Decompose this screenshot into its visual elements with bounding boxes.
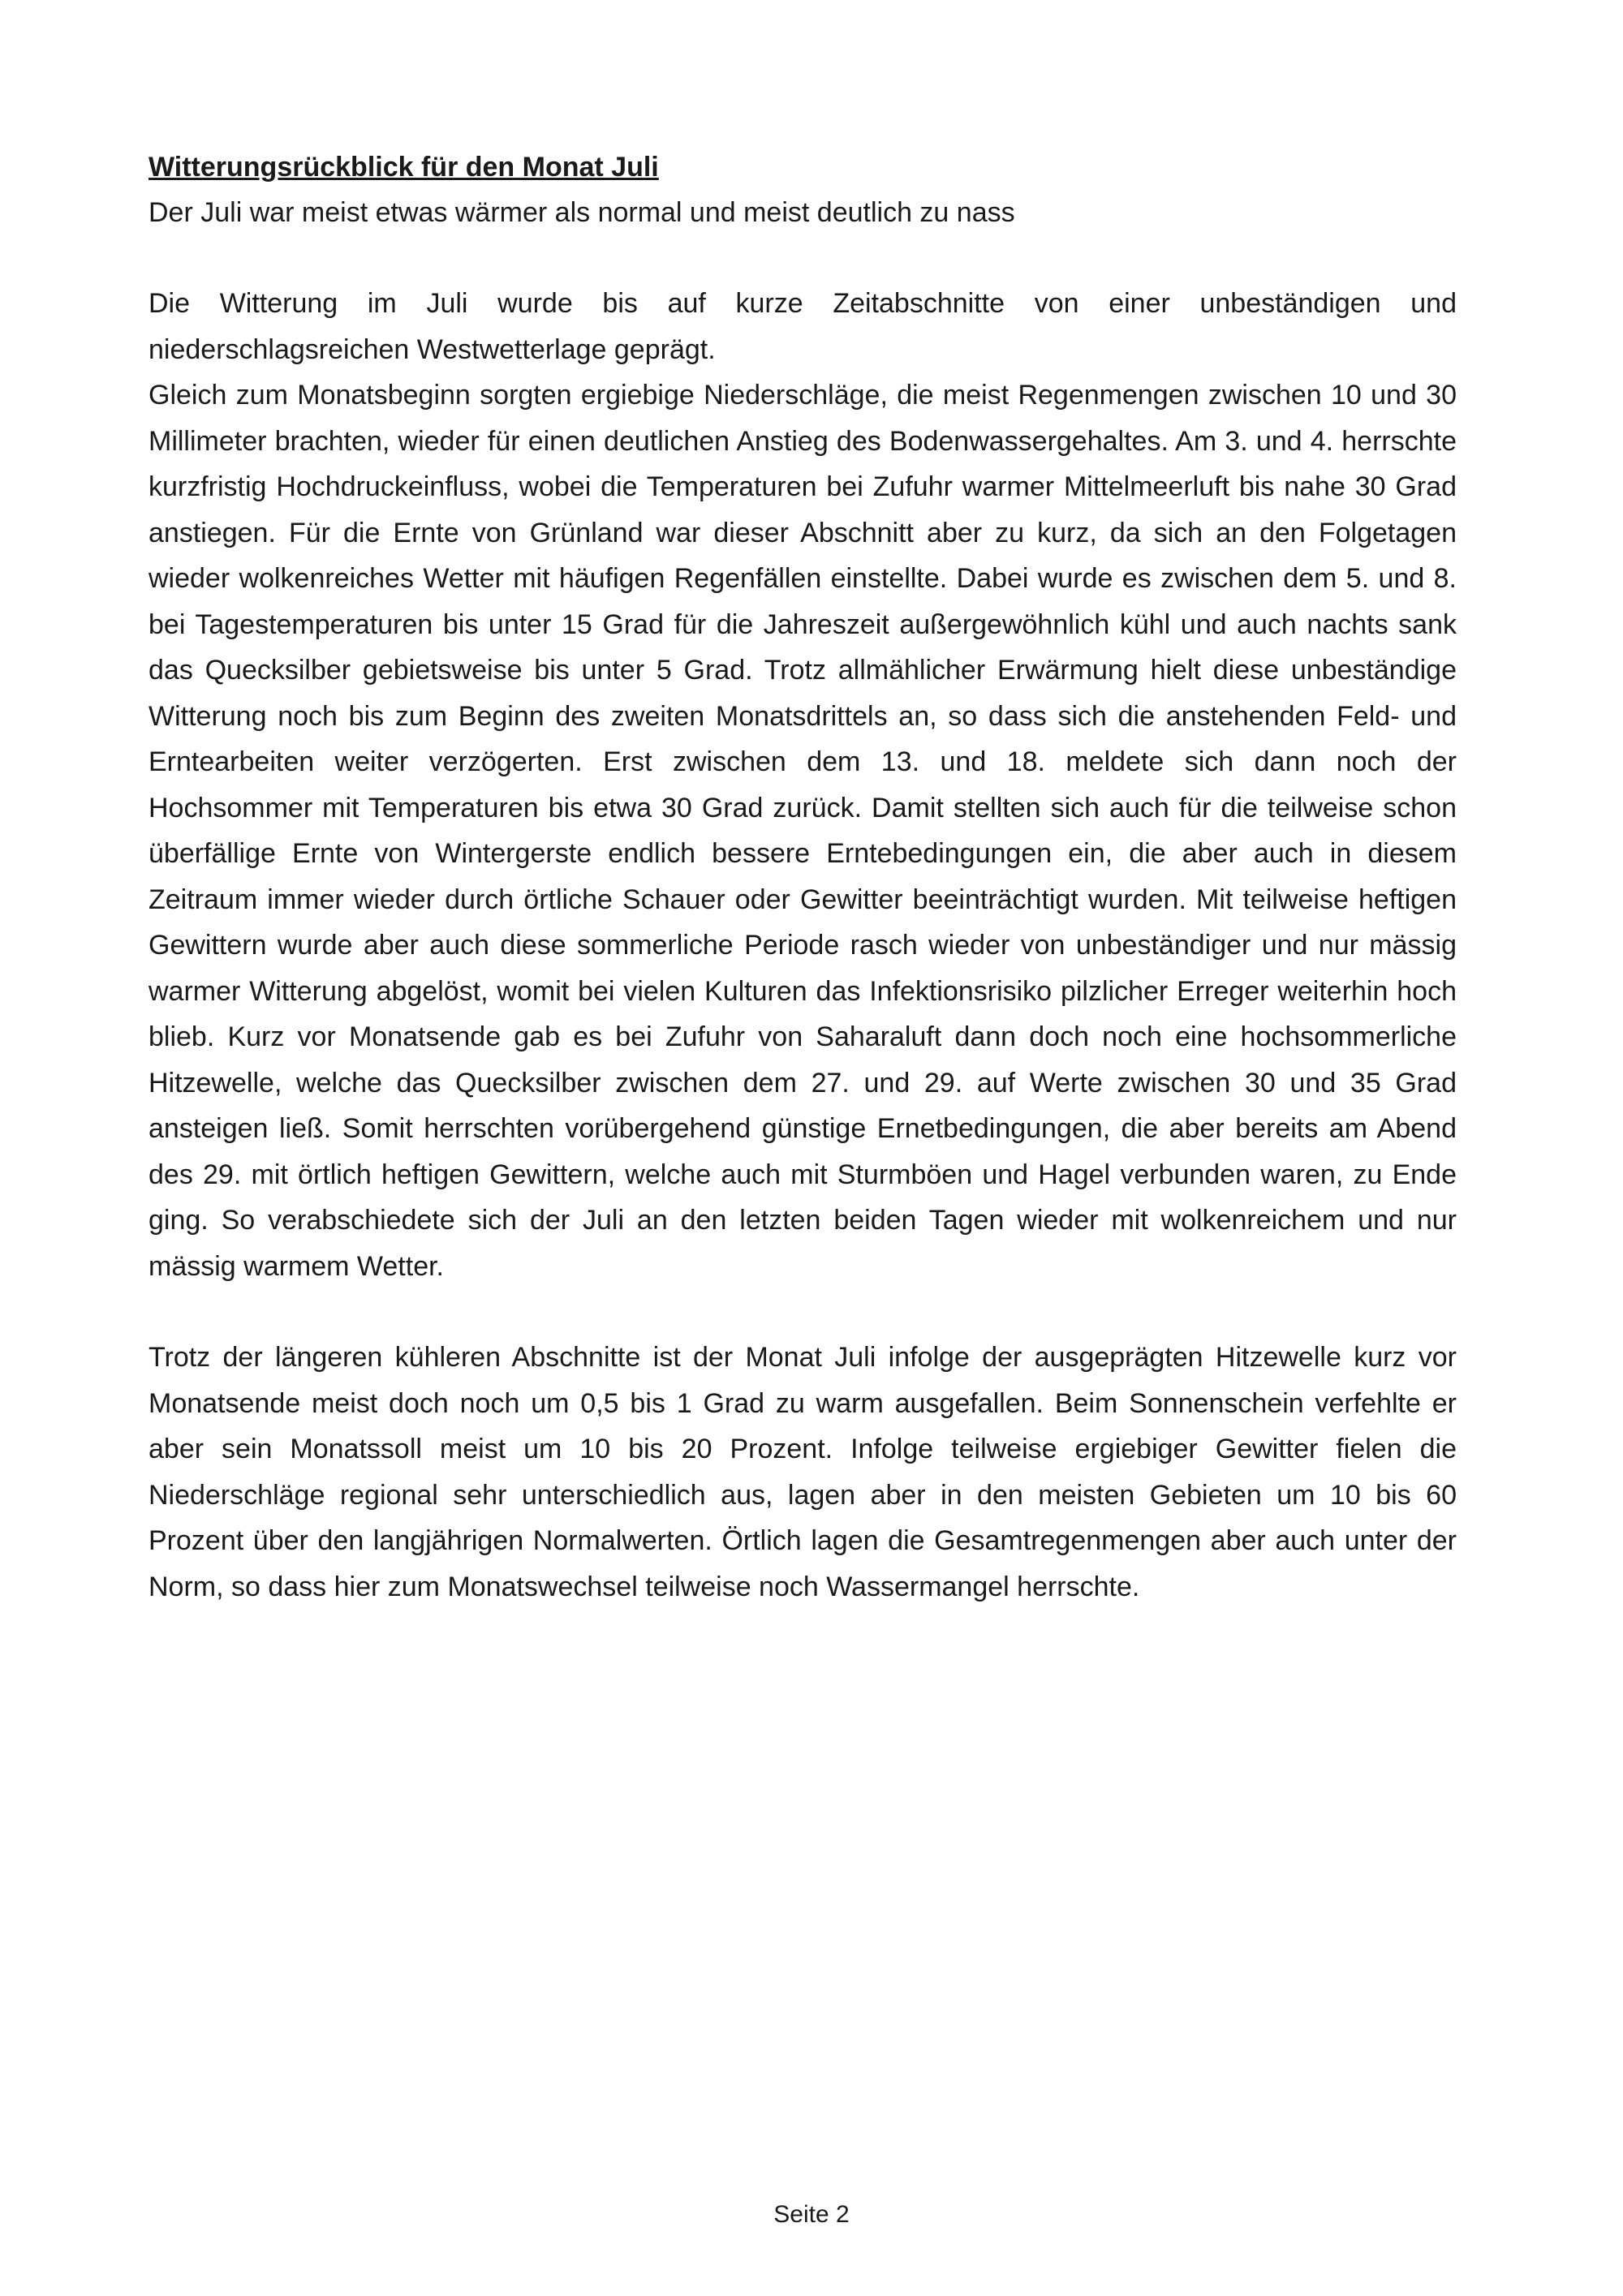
paragraph-main: Gleich zum Monatsbeginn sorgten ergiebige Niederschläge, die meist Regenmengen zwischen 10 und 30 Millimeter brachten, wieder für einen deutlichen Anstieg des Bodenwassergehaltes. Am 3. und 4. herrschte kurzfristig Hochdruckeinfluss, wobei die Temperaturen bei Zufuhr warmer Mittelmeerluft bis nahe 30 Grad anstiegen. Für die Ernte von Grünland war dieser Abschnitt aber zu kurz, da sich an den Folgetagen wieder wolkenreiches Wetter mit häufigen Regenfällen einstellte. Dabei wurde es zwischen dem 5. und 8. bei Tagestemperaturen bis unter 15 Grad für die Jahreszeit außergewöhnlich kühl und auch nachts sank das Quecksilber gebietsweise bis unter 5 Grad. Trotz allmählicher Erwärmung hielt diese unbeständige Witterung noch bis zum Beginn des zweiten Monatsdrittels an, so dass sich die anstehenden Feld- und Erntearbeiten weiter verzögerten. Erst zwischen dem 13. und 18. meldete sich dann noch der Hochsommer mit Temperaturen bis etwa 30 Grad zurück. Damit stellten sich auch für die teilweise schon überfällige Ernte von Wintergerste endlich bessere Erntebedingungen ein, die aber auch in diesem Zeitraum immer wieder durch örtliche Schauer oder Gewitter beeinträchtigt wurden. Mit teilweise heftigen Gewittern wurde aber auch diese sommerliche Periode rasch wieder von unbeständiger und nur mässig warmer Witterung abgelöst, womit bei vielen Kulturen das Infektionsrisiko pilzlicher Erreger weiterhin hoch blieb. Kurz vor Monatsende gab es bei Zufuhr von Saharaluft dann doch noch eine hochsommerliche Hitzewelle, welche das Quecksilber zwischen dem 27. und 29. auf Werte zwischen 30 und 35 Grad ansteigen ließ. Somit herrschten vorübergehend günstige Ernetbedingungen, die aber bereits am Abend des 29. mit örtlich heftigen Gewittern, welche auch mit Sturmböen und Hagel verbunden waren, zu Ende ging. So verabschiedete sich der Juli an den letzten beiden Tagen wieder mit wolkenreichem und nur mässig warmem Wetter. (149, 380, 1457, 1282)
document-subtitle: Der Juli war meist etwas wärmer als normal und meist deutlich zu nass (149, 197, 1015, 228)
document-body (149, 144, 1457, 1610)
paragraph-summary: Trotz der längeren kühleren Abschnitte ist der Monat Juli infolge der ausgeprägten Hitzewelle kurz vor Monatsende meist doch noch um 0,5 bis 1 Grad zu warm ausgefallen. Beim Sonnenschein verfehlte er aber sein Monatssoll meist um 10 bis 20 Prozent. Infolge teilweise ergiebiger Gewitter fielen die Niederschläge regional sehr unterschiedlich aus, lagen aber in den meisten Gebieten um 10 bis 60 Prozent über den langjährigen Normalwerten. Örtlich lagen die Gesamtregenmengen aber auch unter der Norm, so dass hier zum Monatswechsel teilweise noch Wassermangel herrschte. (149, 1342, 1457, 1602)
paragraph-intro: Die Witterung im Juli wurde bis auf kurze Zeitabschnitte von einer unbeständigen und niederschlagsreichen Westwetterlage geprägt. (149, 288, 1457, 365)
page-number: Seite 2 (773, 2201, 850, 2228)
spacer (149, 1289, 1457, 1335)
document-title: Witterungsrückblick für den Monat Juli (149, 152, 659, 183)
spacer (149, 235, 1457, 281)
